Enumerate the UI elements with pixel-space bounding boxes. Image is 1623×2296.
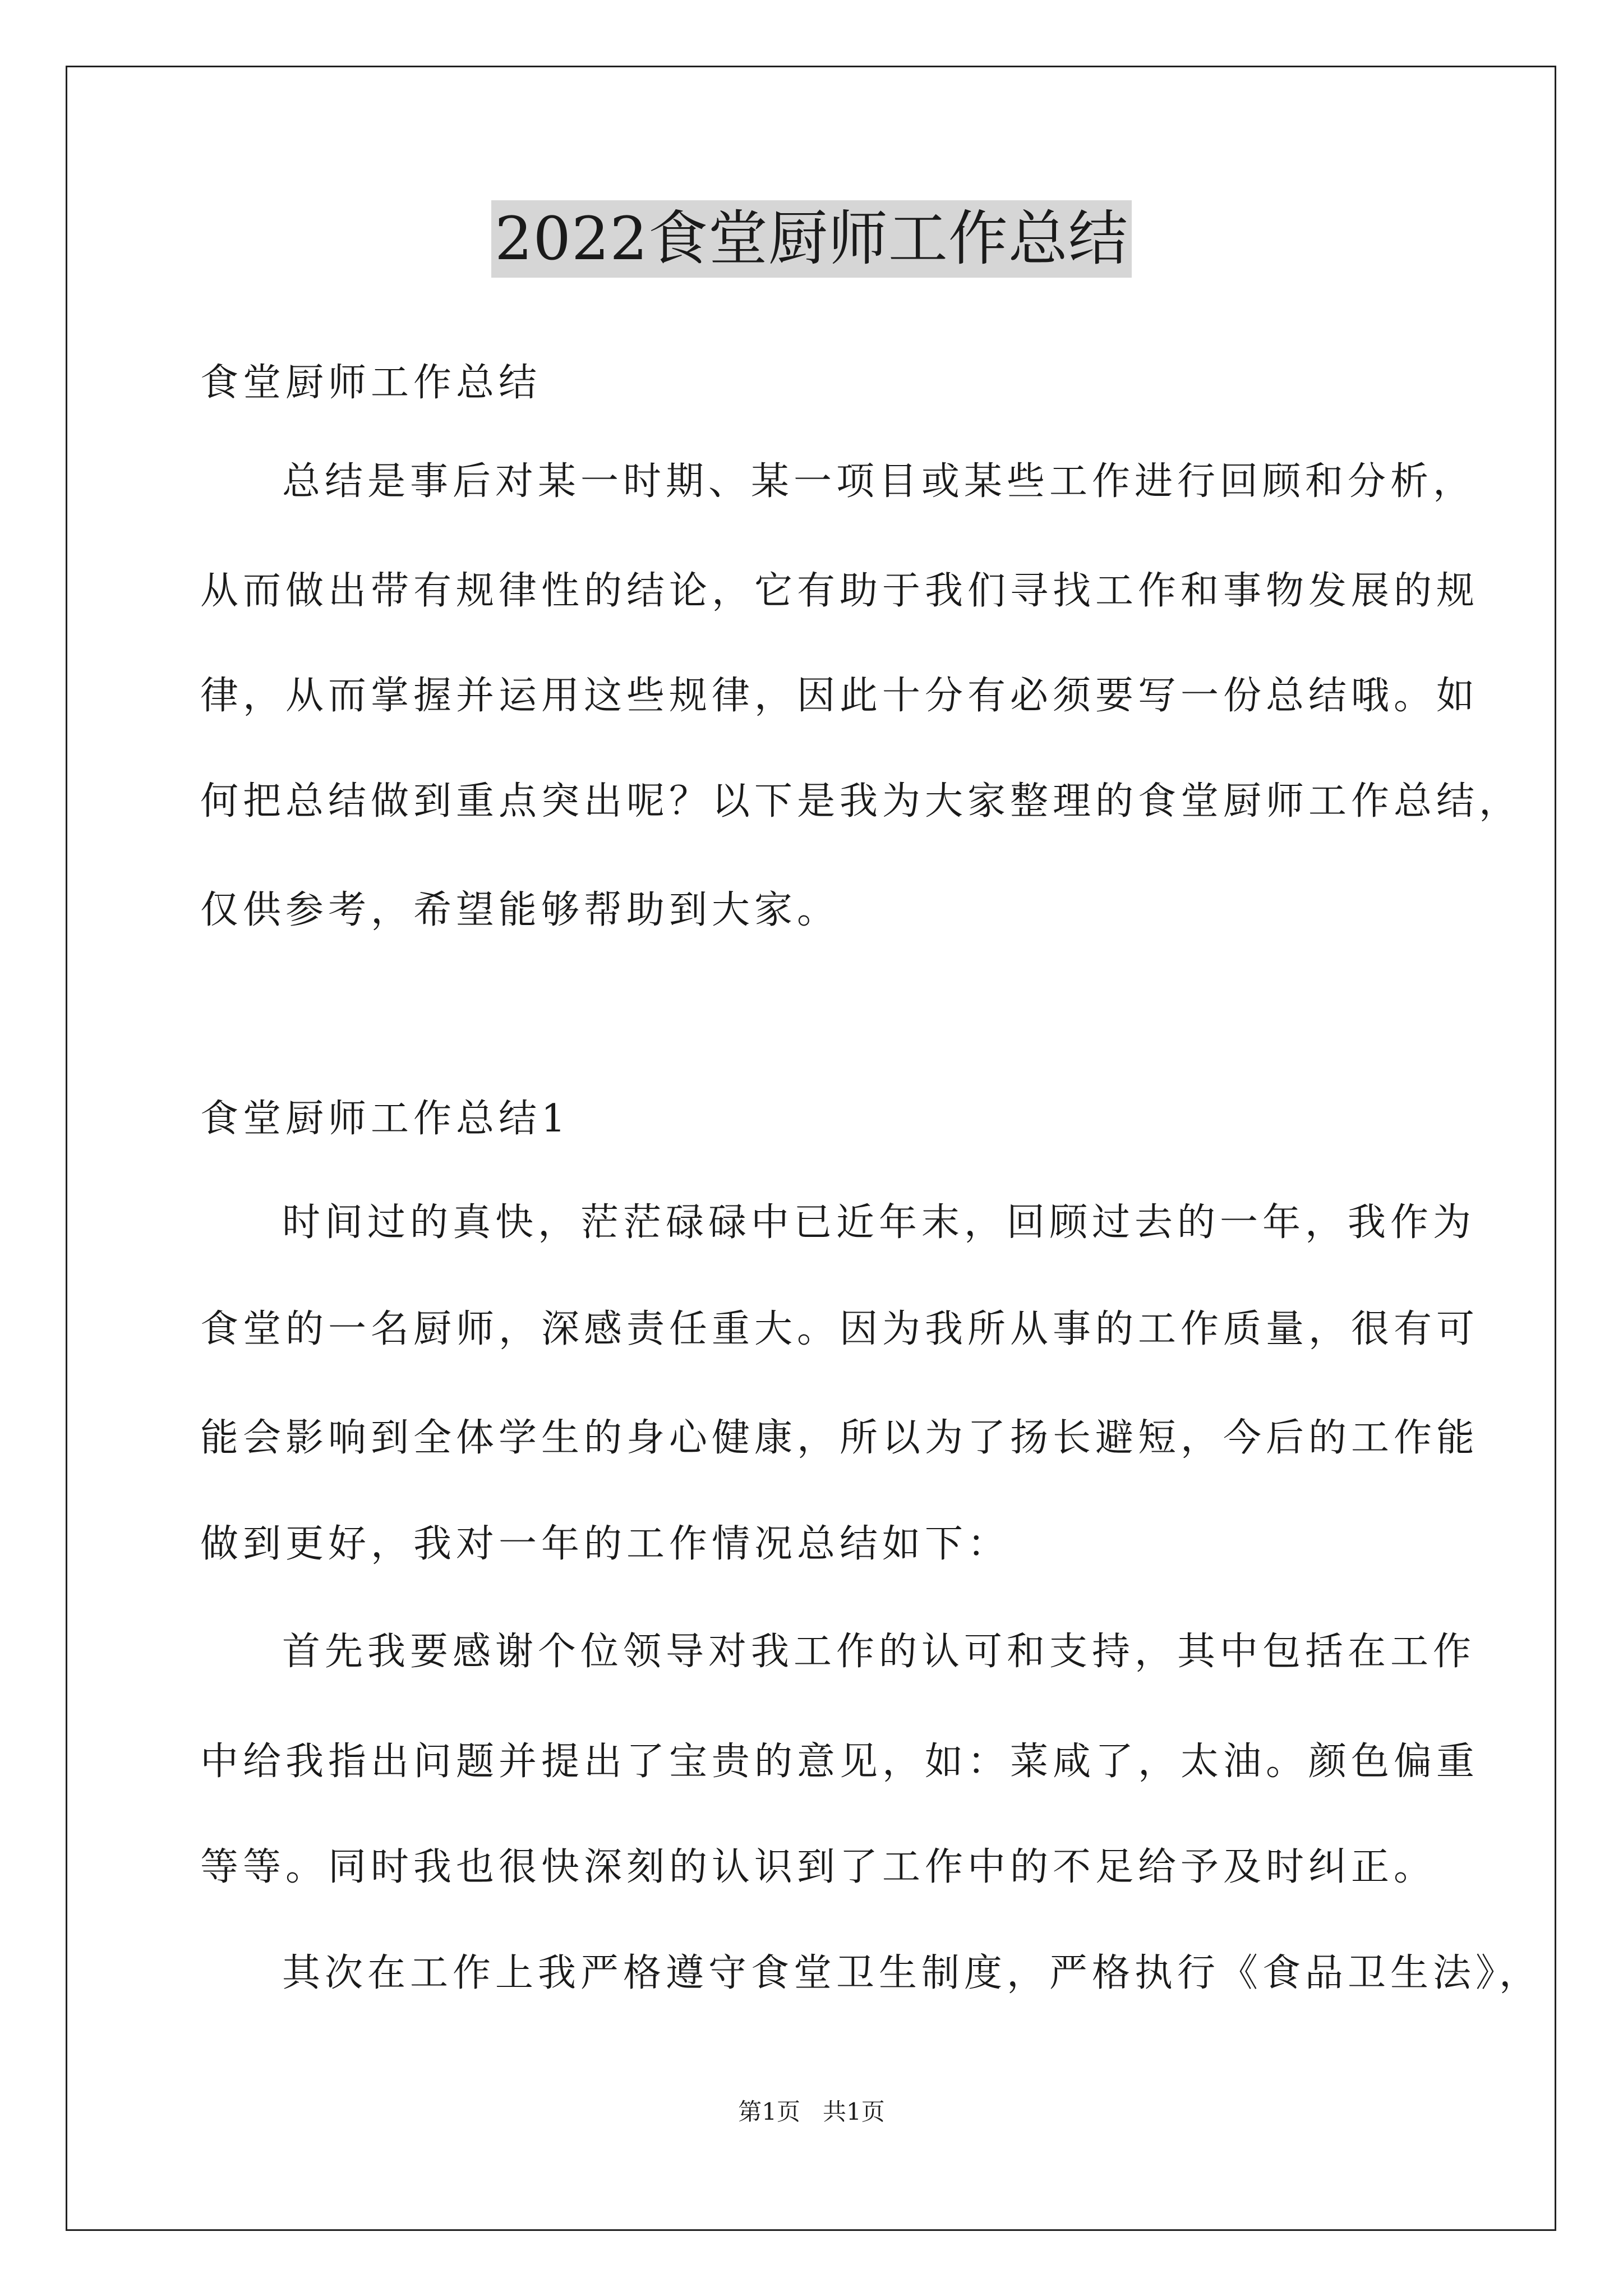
paragraph-line: 做到更好，我对一年的工作情况总结如下：: [200, 1522, 1011, 1566]
paragraph-line: 等等。同时我也很快深刻的认识到了工作中的不足给予及时纠正。: [200, 1845, 1437, 1889]
paragraph-line: 首先我要感谢个位领导对我工作的认可和支持，其中包括在工作: [282, 1630, 1476, 1674]
document-title: 2022食堂厨师工作总结: [491, 200, 1132, 278]
paragraph-line: 律，从而掌握并运用这些规律，因此十分有必须要写一份总结哦。如: [200, 674, 1479, 718]
paragraph-line: 何把总结做到重点突出呢？以下是我为大家整理的食堂厨师工作总结，: [200, 779, 1522, 823]
section-heading: 食堂厨师工作总结1: [200, 1097, 570, 1141]
paragraph-line: 食堂的一名厨师，深感责任重大。因为我所从事的工作质量，很有可: [200, 1307, 1479, 1351]
paragraph-line: 中给我指出问题并提出了宝贵的意见，如：菜咸了，太油。颜色偏重: [200, 1740, 1479, 1784]
title-container: [0, 200, 1623, 278]
page-footer: 第1页 共1页: [738, 2098, 885, 2125]
paragraph-line: 能会影响到全体学生的身心健康，所以为了扬长避短，今后的工作能: [200, 1416, 1479, 1460]
paragraph-line: 从而做出带有规律性的结论，它有助于我们寻找工作和事物发展的规: [200, 569, 1479, 613]
paragraph-line: 总结是事后对某一时期、某一项目或某些工作进行回顾和分析，: [282, 459, 1476, 504]
paragraph-line: 其次在工作上我严格遵守食堂卫生制度，严格执行《食品卫生法》，: [282, 1951, 1542, 1995]
subtitle-line: 食堂厨师工作总结: [200, 361, 542, 405]
paragraph-line: 时间过的真快，茫茫碌碌中已近年末，回顾过去的一年，我作为: [282, 1200, 1476, 1245]
paragraph-line: 仅供参考，希望能够帮助到大家。: [200, 888, 840, 932]
